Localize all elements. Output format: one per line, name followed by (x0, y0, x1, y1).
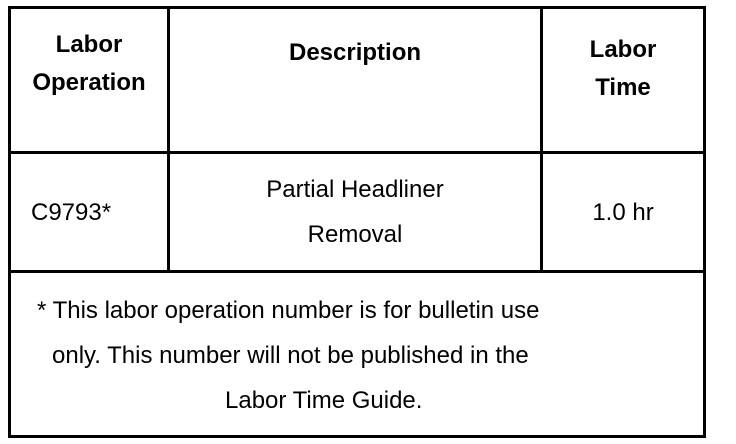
description-line2: Removal (307, 221, 403, 248)
header-labor-time-line2: Time (595, 74, 651, 101)
labor-time-value: 1.0 hr (592, 198, 654, 226)
header-description (170, 9, 540, 151)
footnote-line1: * This labor operation number is for bulletin use (37, 297, 540, 324)
footnote-line3: Labor Time Guide. (225, 387, 423, 414)
cell-description (170, 154, 540, 270)
footnote-cell (11, 273, 703, 435)
labor-operation-code: C9793* (31, 198, 112, 226)
description-line1: Partial Headliner (266, 176, 444, 203)
header-labor-time-line1: Labor (589, 36, 657, 63)
header-labor-operation-line2: Operation (32, 69, 146, 96)
header-labor-time (543, 9, 703, 151)
header-description-label: Description (288, 39, 422, 66)
cell-labor-operation (11, 154, 167, 270)
cell-labor-time (543, 154, 703, 270)
footnote-line2: only. This number will not be published in the (52, 342, 529, 369)
header-labor-operation (11, 9, 167, 151)
header-labor-operation-line1: Labor (55, 31, 123, 58)
